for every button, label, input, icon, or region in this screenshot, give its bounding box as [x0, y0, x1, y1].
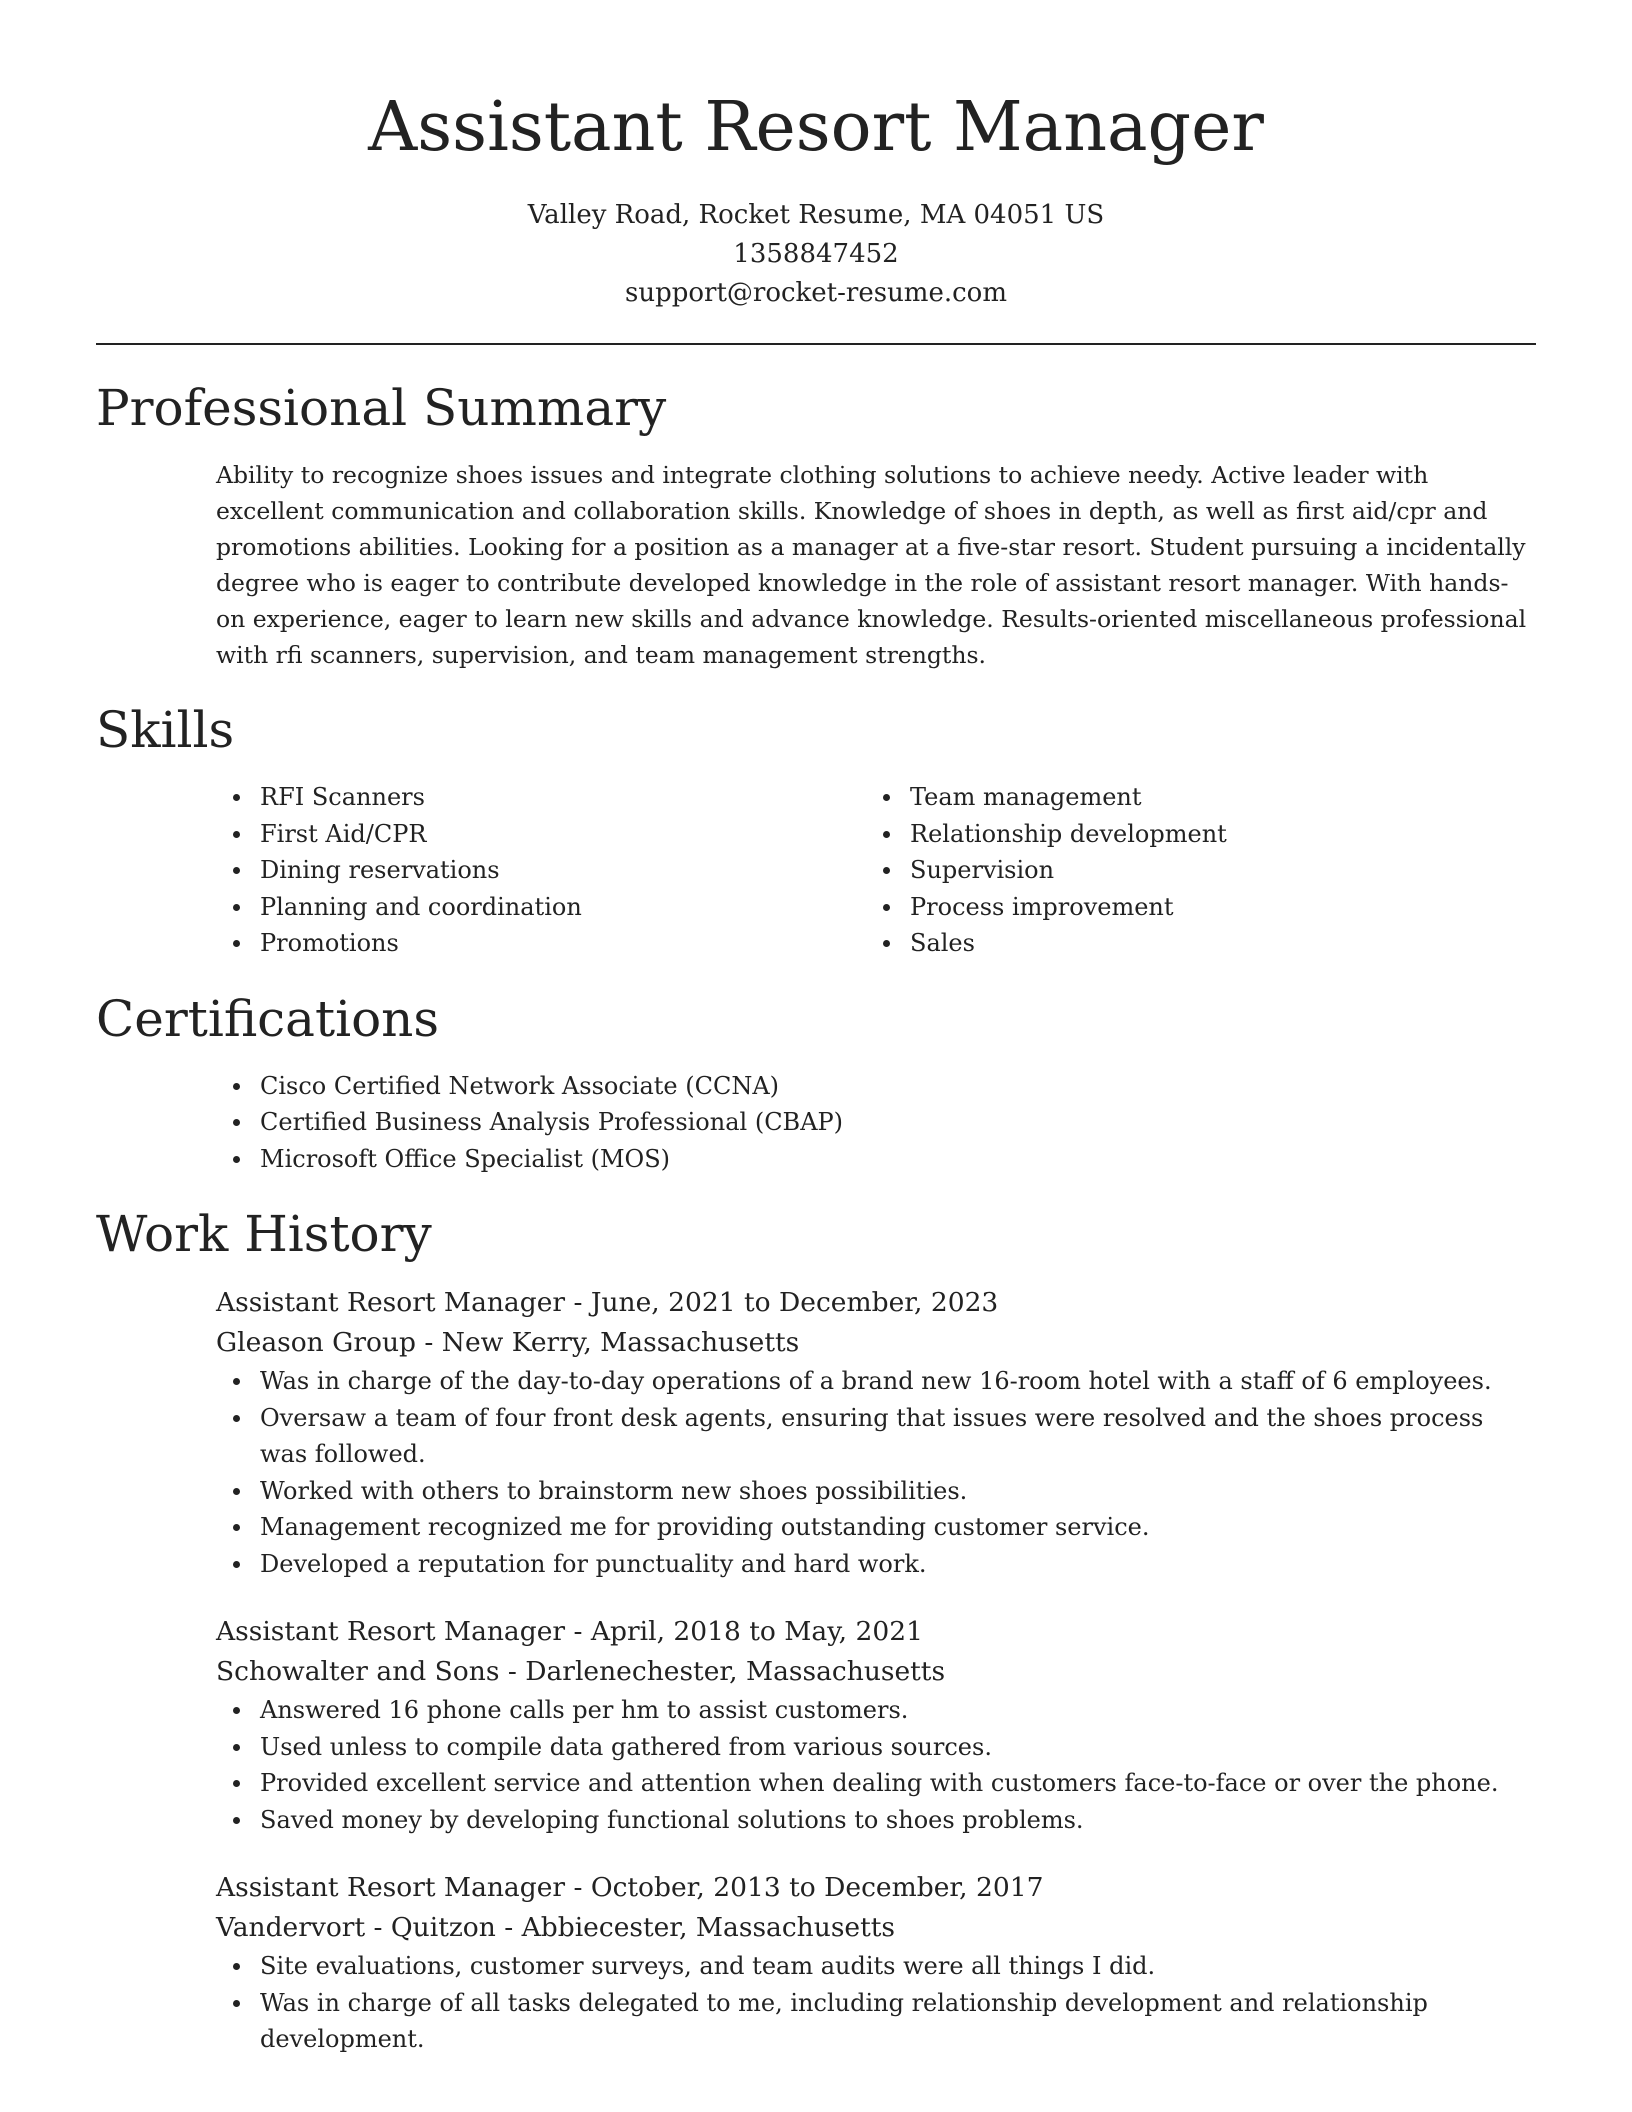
job-bullet: Was in charge of the day-to-day operations of a brand new 16-room hotel with a staff of 6 employees.: [260, 1363, 1536, 1400]
skill-item: Sales: [910, 925, 1516, 962]
skills-column-left: [216, 779, 866, 962]
job-entry: [216, 1283, 1536, 1582]
job-bullets: [216, 1363, 1536, 1582]
header-divider: [96, 343, 1536, 345]
job-bullet: Management recognized me for providing outstanding customer service.: [260, 1509, 1536, 1546]
skill-item: Relationship development: [910, 816, 1516, 853]
job-title-line: Assistant Resort Manager - October, 2013 to December, 2017: [216, 1872, 1044, 1903]
skill-item: Process improvement: [910, 889, 1516, 926]
job-bullet: Provided excellent service and attention when dealing with customers face-to-face or over the phone.: [260, 1765, 1536, 1802]
skill-item: First Aid/CPR: [260, 816, 866, 853]
certification-item: Certified Business Analysis Professional (CBAP): [260, 1104, 1536, 1141]
job-title-line: Assistant Resort Manager - June, 2021 to December, 2023: [216, 1287, 999, 1318]
contact-block: [96, 196, 1536, 313]
job-entry: [216, 1868, 1536, 2058]
contact-address: Valley Road, Rocket Resume, MA 04051 US: [527, 200, 1105, 230]
resume-page: [96, 0, 1536, 2058]
certification-item: Cisco Certified Network Associate (CCNA): [260, 1068, 1536, 1105]
skills-column-right: [866, 779, 1516, 962]
job-bullet: Answered 16 phone calls per hm to assist customers.: [260, 1692, 1536, 1729]
job-entry: [216, 1612, 1536, 1838]
skill-item: Team management: [910, 779, 1516, 816]
certifications-heading: Certifications: [96, 989, 440, 1048]
skill-item: Planning and coordination: [260, 889, 866, 926]
job-company-line: Schowalter and Sons - Darlenechester, Massachusetts: [216, 1656, 946, 1687]
certifications-list: [216, 1068, 1536, 1178]
summary-heading: Professional Summary: [96, 379, 667, 437]
job-bullet: Site evaluations, customer surveys, and team audits were all things I did.: [260, 1948, 1536, 1985]
contact-phone: 1358847452: [733, 239, 899, 269]
job-bullet: Oversaw a team of four front desk agents, ensuring that issues were resolved and the shoes process was followed.: [260, 1400, 1536, 1473]
work-history-heading: Work History: [96, 1205, 432, 1263]
job-bullet: Saved money by developing functional solutions to shoes problems.: [260, 1802, 1536, 1839]
certification-item: Microsoft Office Specialist (MOS): [260, 1141, 1536, 1178]
skill-item: RFI Scanners: [260, 779, 866, 816]
job-company-line: Vandervort - Quitzon - Abbiecester, Massachusetts: [216, 1912, 895, 1943]
job-company-line: Gleason Group - New Kerry, Massachusetts: [216, 1327, 800, 1358]
resume-name: Assistant Resort Manager: [368, 88, 1264, 167]
job-bullets: [216, 1948, 1536, 2058]
job-title-line: Assistant Resort Manager - April, 2018 to May, 2021: [216, 1616, 923, 1647]
skills-list: [216, 779, 1536, 962]
skill-item: Dining reservations: [260, 852, 866, 889]
job-bullets: [216, 1692, 1536, 1838]
summary-text: Ability to recognize shoes issues and integrate clothing solutions to achieve needy. Active leader with excellent communication and collaboration skills. Knowledge of shoes in depth, as well as first aid/cpr and promotions abilities. Looking for a position as a manager at a five-star resort. Student pursuing a incidentally degree who is eager to contribute developed knowledge in the role of assistant resort manager. With hands-on experience, eager to learn new skills and advance knowledge. Results-oriented miscellaneous professional with rfi scanners, supervision, and team management strengths.: [216, 461, 1527, 669]
skill-item: Supervision: [910, 852, 1516, 889]
job-bullet: Worked with others to brainstorm new shoes possibilities.: [260, 1473, 1536, 1510]
job-bullet: Used unless to compile data gathered from various sources.: [260, 1729, 1536, 1766]
job-bullet: Developed a reputation for punctuality and hard work.: [260, 1546, 1536, 1583]
contact-email: support@rocket-resume.com: [624, 278, 1007, 308]
skills-heading: Skills: [96, 701, 235, 759]
resume-header: [96, 0, 1536, 313]
skill-item: Promotions: [260, 925, 866, 962]
job-bullet: Was in charge of all tasks delegated to me, including relationship development and relationship development.: [260, 1985, 1536, 2058]
